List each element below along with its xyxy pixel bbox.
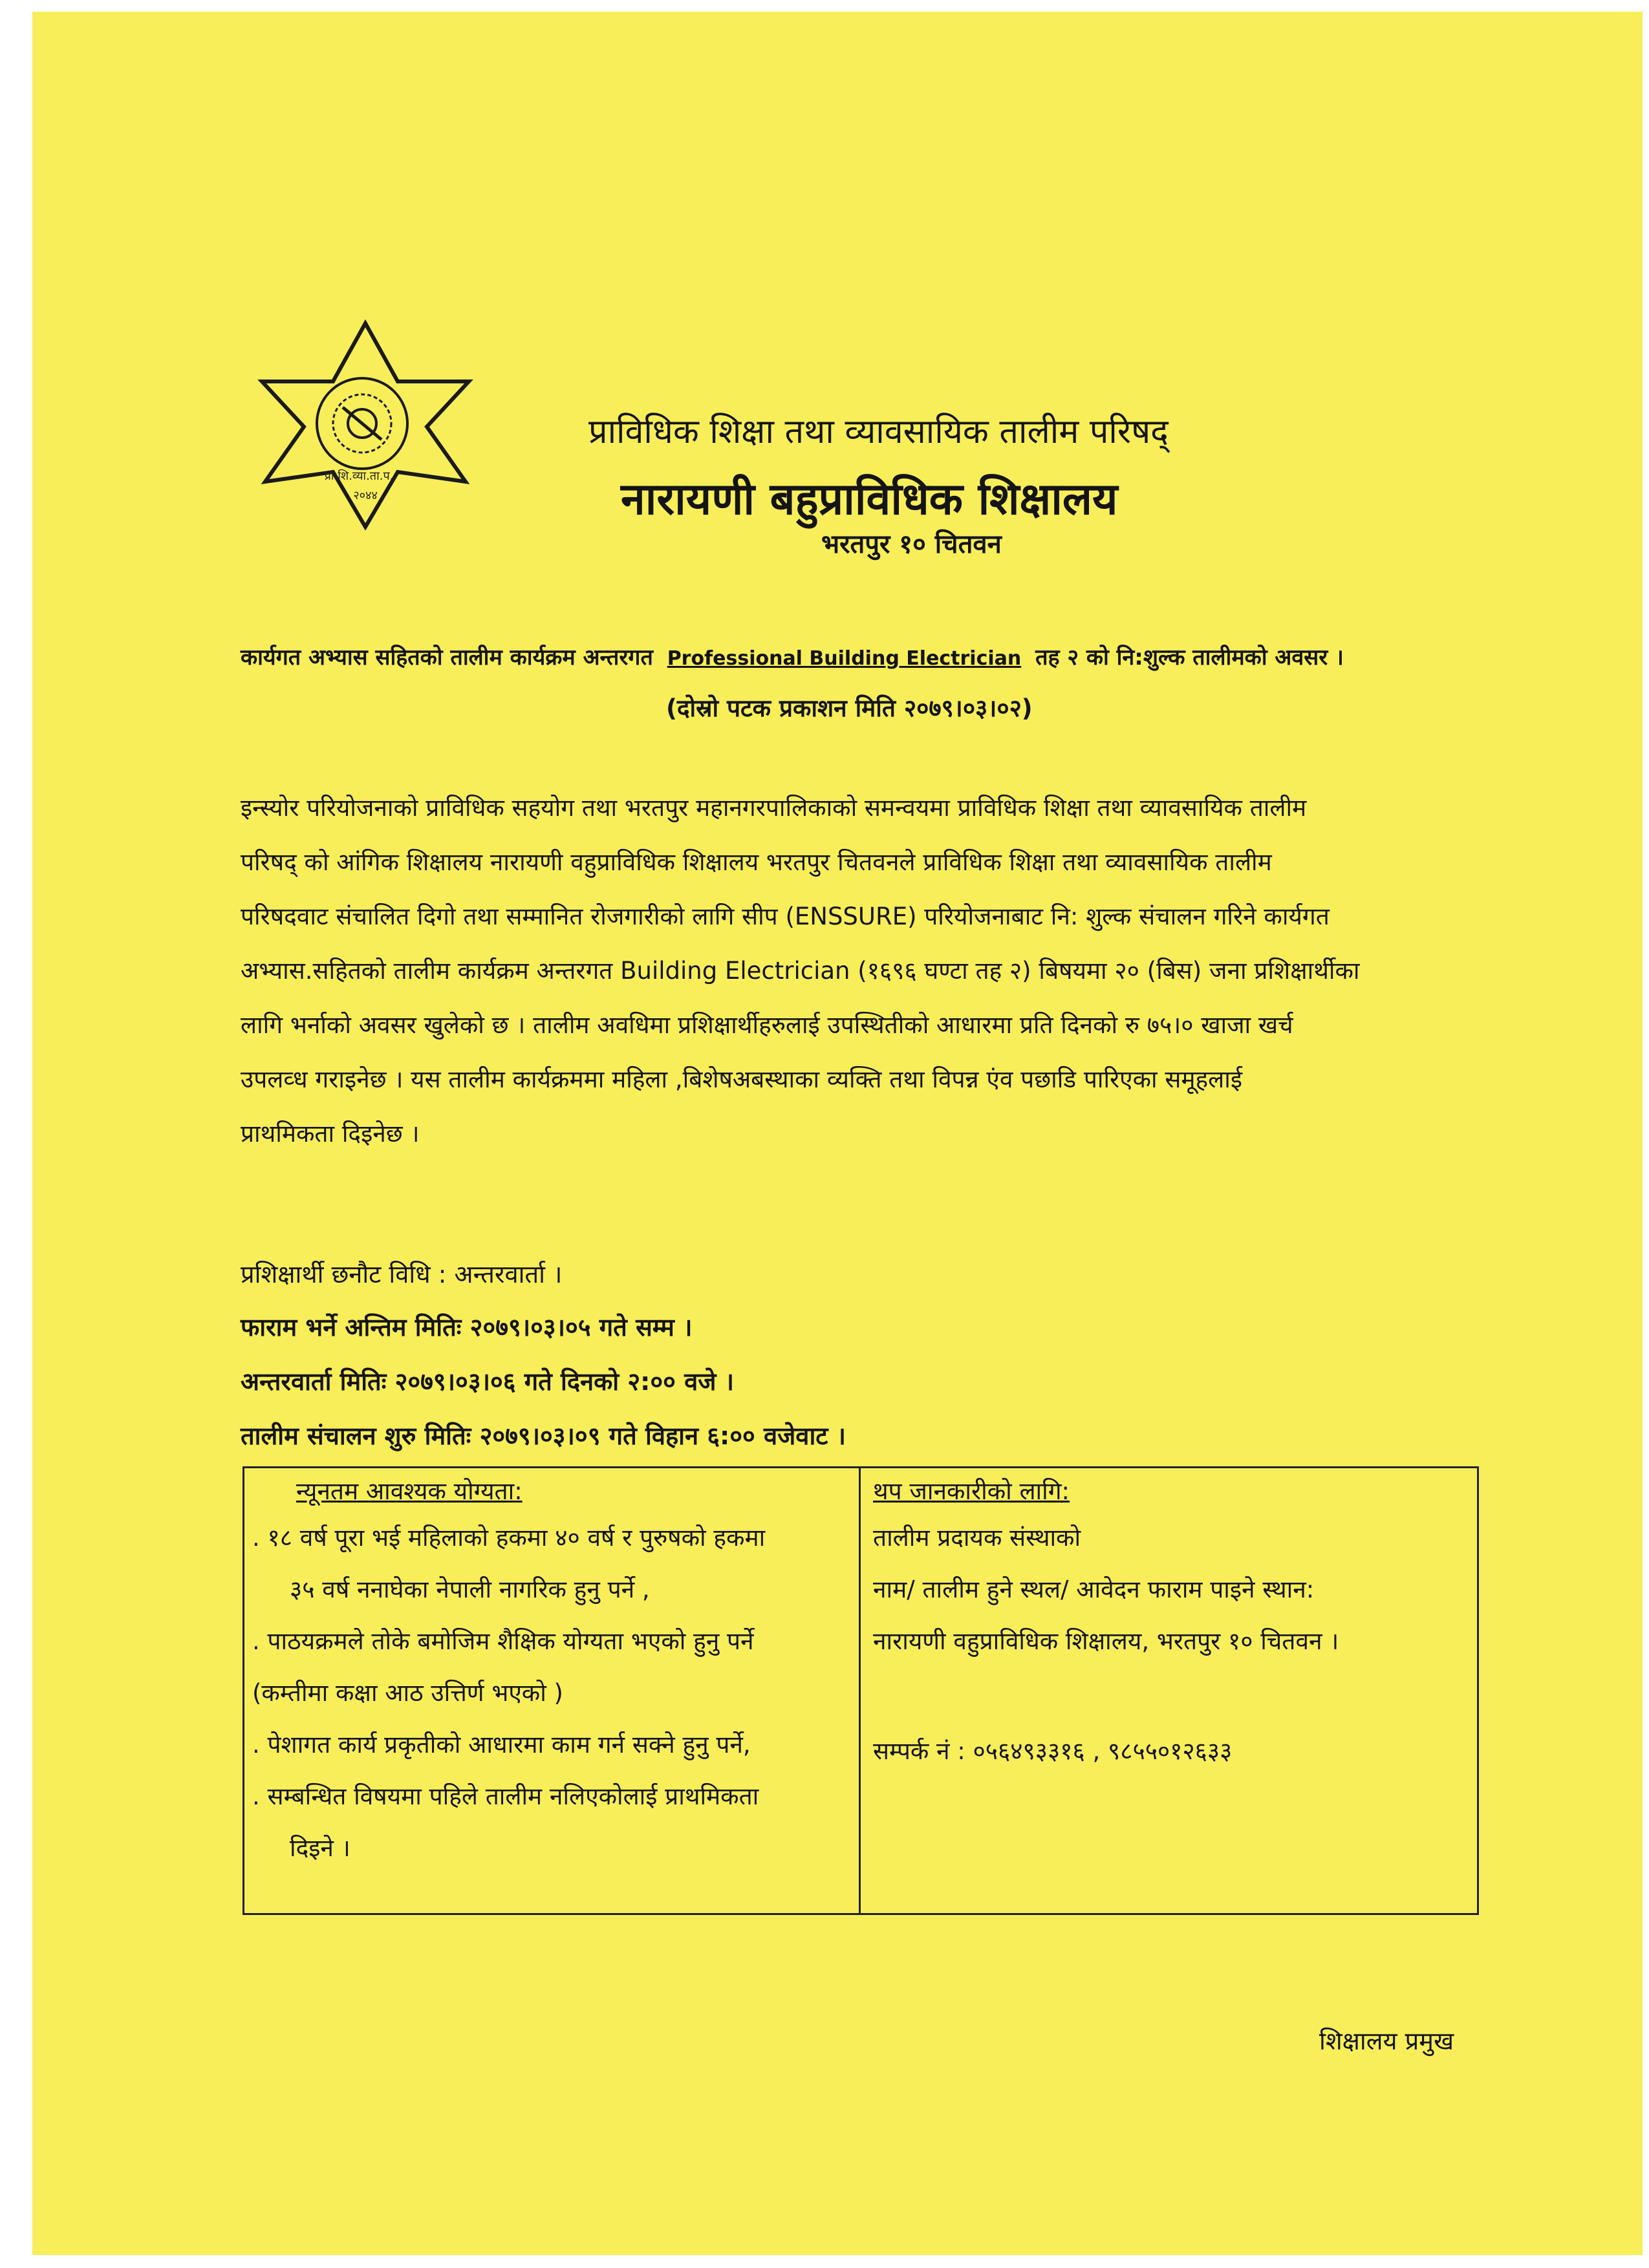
body-line: परिषद् को आंगिक शिक्षालय नारायणी वहुप्राविधिक शिक्षालय भरतपुर चितवनले प्राविधिक शिक्षा तथा व्यावसायिक तालीम — [241, 848, 1272, 876]
star-emblem-icon — [252, 317, 479, 530]
seal-text: प्रा.शि.व्या.ता.प. — [324, 469, 394, 483]
body-line: उपलव्ध गराइनेछ । यस तालीम कार्यक्रममा महिला ,बिशेषअबस्थाका व्यक्ति तथा विपन्न एंव पछाडि पारिएका समूहलाई — [241, 1065, 1243, 1093]
notice-title — [241, 641, 1344, 671]
selection-method: प्रशिक्षार्थी छनौट विधि : अन्तरवार्ता । — [241, 1260, 563, 1289]
seal-year: २०४४ — [353, 489, 378, 502]
qualification-line: . सम्बन्धित विषयमा पहिले तालीम नलिएकोलाई प्राथमिकता — [252, 1782, 759, 1810]
table-divider — [859, 1468, 861, 1913]
school-address: भरतपुर १० चितवन — [821, 530, 1002, 559]
details-table — [242, 1466, 1479, 1915]
contact-phone: सम्पर्क नं : ०५६४९३३१६ , ९८५५०१२६३३ — [873, 1737, 1233, 1765]
training-start-date: तालीम संचालन शुरु मितिः २०७९।०३।०९ गते विहान ६:०० वजेवाट । — [241, 1422, 846, 1450]
qualification-line: . पेशागत कार्य प्रकृतीको आधारमा काम गर्न सक्ने हुनु पर्ने, — [252, 1731, 751, 1759]
interview-date: अन्तरवार्ता मितिः २०७९।०३।०६ गते दिनको २:०० वजे । — [241, 1367, 735, 1396]
body-line: परिषदवाट संचालित दिगो तथा सम्मानित रोजगारीको लागि सीप (ENSSURE) परियोजनाबाट नि: शुल्क संचालन गरिने कार्यगत — [241, 903, 1330, 930]
contact-heading: थप जानकारीको लागि: — [873, 1477, 1070, 1505]
title-course-name: Professional Building Electrician — [667, 647, 1022, 670]
body-line: लागि भर्नाको अवसर खुलेको छ । तालीम अवधिमा प्रशिक्षार्थीहरुलाई उपस्थितीको आधारमा प्रति दिनको रु ७५।० खाजा खर्च — [241, 1011, 1293, 1039]
council-name: प्राविधिक शिक्षा तथा व्यावसायिक तालीम परिषद् — [588, 412, 1169, 451]
qualification-line: दिइने । — [290, 1834, 350, 1862]
title-prefix: कार्यगत अभ्यास सहितको तालीम कार्यक्रम अन्तरगत — [241, 645, 653, 670]
body-line: अभ्यास.सहितको तालीम कार्यक्रम अन्तरगत Building Electrician (१६९६ घण्टा तह २) बिषयमा २० (बिस) जना प्रशिक्षार्थीका — [241, 957, 1360, 985]
body-line: प्राथमिकता दिइनेछ । — [241, 1120, 420, 1148]
notice-subtitle: (दोस्रो पटक प्रकाशन मिति २०७९।०३।०२) — [666, 694, 1033, 722]
qualification-line: ३५ वर्ष ननाघेका नेपाली नागरिक हुनु पर्ने , — [290, 1576, 650, 1603]
qualification-line: (कम्तीमा कक्षा आठ उत्तिर्ण भएको ) — [252, 1679, 563, 1707]
qualification-line: . पाठयक्रमले तोके बमोजिम शैक्षिक योग्यता भएको हुनु पर्ने — [252, 1627, 754, 1655]
qualification-line: . १८ वर्ष पूरा भई महिलाको हकमा ४० वर्ष र पुरुषको हकमा — [252, 1524, 766, 1552]
contact-line: नाम/ तालीम हुने स्थल/ आवेदन फाराम पाइने स्थान: — [873, 1576, 1315, 1603]
qualifications-heading: न्यूनतम आवश्यक योग्यता: — [296, 1477, 523, 1505]
contact-line: तालीम प्रदायक संस्थाको — [873, 1524, 1081, 1552]
body-line: इन्स्योर परियोजनाको प्राविधिक सहयोग तथा भरतपुर महानगरपालिकाको समन्वयमा प्राविधिक शिक्षा तथा व्यावसायिक तालीम — [241, 794, 1307, 822]
form-deadline: फाराम भर्ने अन्तिम मितिः २०७९।०३।०५ गते सम्म । — [241, 1313, 693, 1342]
signature-label: शिक्षालय प्रमुख — [1319, 2027, 1454, 2055]
school-name: नारायणी बहुप्राविधिक शिक्षालय — [621, 474, 1118, 525]
title-suffix: तह २ को नि:शुल्क तालीमको अवसर । — [1035, 645, 1344, 670]
contact-line: नारायणी वहुप्राविधिक शिक्षालय, भरतपुर १० चितवन । — [873, 1627, 1339, 1655]
